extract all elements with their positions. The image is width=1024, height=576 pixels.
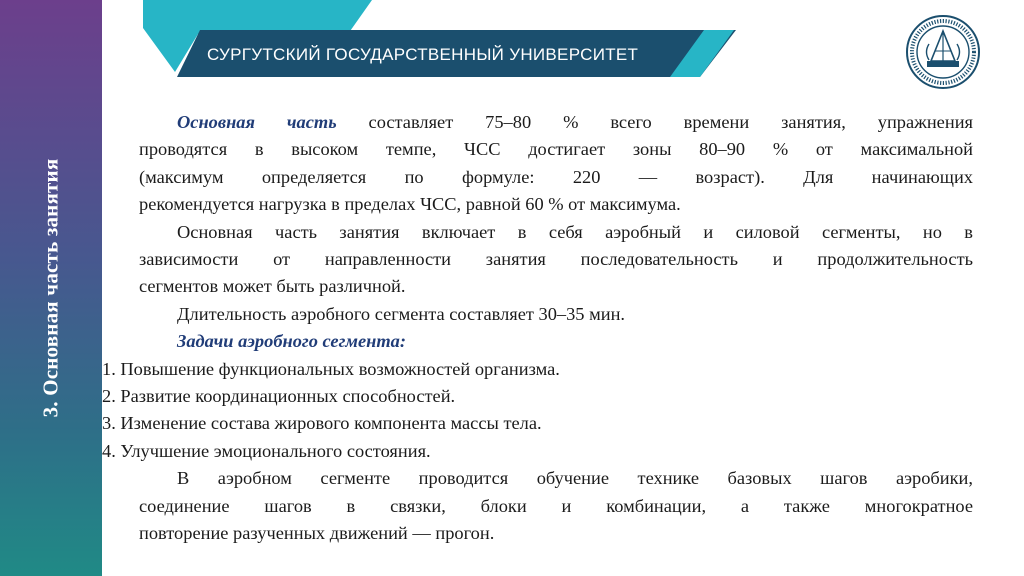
list-item: 1. Повышение функциональных возможностей организма. bbox=[102, 358, 560, 379]
tasks-heading: Задачи аэробного сегмента: bbox=[177, 331, 406, 352]
list-item: 2. Развитие координационных способностей. bbox=[102, 386, 456, 407]
list-item: 3. Изменение состава жирового компонента массы тела. bbox=[102, 413, 542, 434]
main-part-term: Основная часть bbox=[177, 112, 337, 132]
university-name: СУРГУТСКИЙ ГОСУДАРСТВЕННЫЙ УНИВЕРСИТЕТ bbox=[207, 45, 639, 64]
paragraph-main-part-line-3: (максимум определяется по формуле: 220 — возраст). Для начинающих bbox=[139, 166, 973, 187]
paragraph-duration: Длительность аэробного сегмента составляет 30–35 мин. bbox=[177, 303, 626, 324]
header-banner bbox=[0, 0, 1024, 100]
paragraph-aerobic-line-3: повторение разученных движений — прогон. bbox=[139, 523, 495, 544]
paragraph-main-part-line-2: проводятся в высоком темпе, ЧСС достигает зоны 80–90 % от максимальной bbox=[139, 139, 973, 160]
paragraph-segments-line-3: сегментов может быть различной. bbox=[139, 276, 406, 297]
main-content bbox=[102, 109, 973, 548]
paragraph-aerobic-line-1: В аэробном сегменте проводится обучение технике базовых шагов аэробики, bbox=[177, 468, 973, 489]
university-seal-icon bbox=[905, 14, 981, 90]
section-title: 3. Основная часть занятия bbox=[38, 158, 63, 418]
paragraph-segments-line-2: зависимости от направленности занятия последовательность и продолжительность bbox=[139, 249, 973, 270]
tasks-heading-row bbox=[139, 328, 973, 355]
paragraph-aerobic-line-2: соединение шагов в связки, блоки и комбинации, а также многократное bbox=[139, 495, 973, 516]
tasks-list bbox=[102, 356, 973, 466]
list-item: 4. Улучшение эмоционального состояния. bbox=[102, 440, 431, 461]
paragraph-segments-line-1: Основная часть занятия включает в себя аэробный и силовой сегменты, но в bbox=[177, 221, 973, 242]
paragraph-main-part-line-4: рекомендуется нагрузка в пределах ЧСС, равной 60 % от максимума. bbox=[139, 194, 681, 215]
paragraph-main-part-line-1: Основная часть составляет 75–80 % всего времени занятия, упражнения bbox=[177, 112, 973, 132]
